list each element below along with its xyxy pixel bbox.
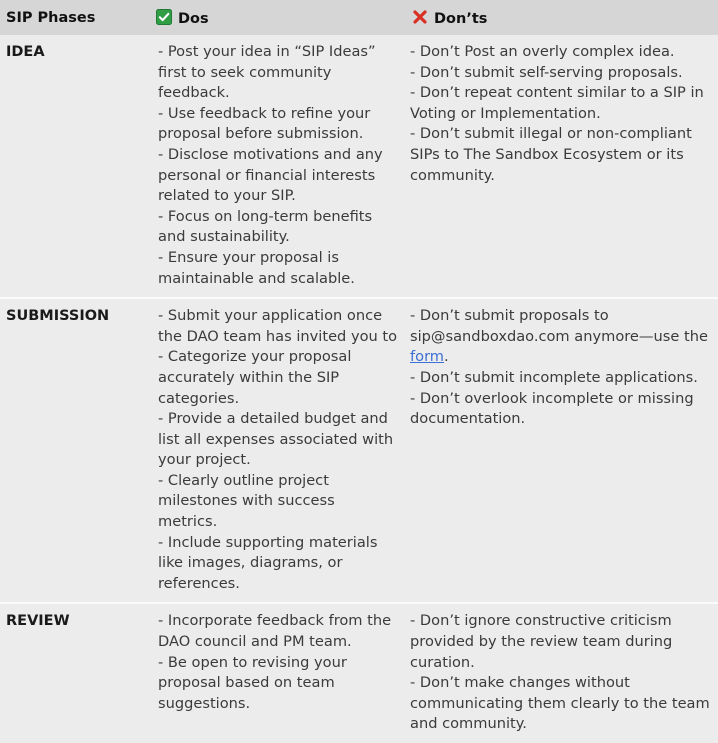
- donts-cell-submission: [406, 298, 718, 603]
- list-item: - Don’t make changes without communicating them clearly to the team and community.: [410, 674, 710, 733]
- header-donts-label: Don’ts: [434, 10, 488, 27]
- table-row-review: [0, 603, 718, 743]
- header-dos-label: Dos: [178, 10, 209, 27]
- header-dos: [150, 0, 406, 35]
- header-donts: [406, 0, 718, 35]
- check-mark-icon: [156, 9, 172, 25]
- list-item: - Provide a detailed budget and list all expenses associated with your project.: [158, 410, 394, 469]
- list-item: - Don’t submit illegal or non-compliant SIPs to The Sandbox Ecosystem or its community.: [410, 125, 692, 184]
- list-item: - Don’t ignore constructive criticism provided by the review team during curation.: [410, 612, 673, 671]
- list-item: - Include supporting materials like images, diagrams, or references.: [158, 533, 378, 592]
- list-item: - Focus on long-term benefits and sustainability.: [158, 207, 373, 246]
- phase-label-review: REVIEW: [6, 613, 70, 630]
- table-header-row: [0, 0, 718, 35]
- table-row-submission: [0, 298, 718, 603]
- list-item: - Ensure your proposal is maintainable and scalable.: [158, 248, 355, 287]
- list-item: - Categorize your proposal accurately within the SIP categories.: [158, 348, 352, 407]
- list-item: - Incorporate feedback from the DAO council and PM team.: [158, 612, 392, 651]
- list-item: - Be open to revising your proposal based on team suggestions.: [158, 653, 347, 712]
- list-item: - Don’t Post an overly complex idea.: [410, 43, 675, 60]
- list-item: - Submit your application once the DAO team has invited you to: [158, 307, 398, 345]
- phase-cell-idea: [0, 35, 150, 298]
- cross-mark-icon: [412, 9, 428, 25]
- donts-email-text: - Don’t submit proposals to sip@sandboxdao.com anymore—use the: [410, 307, 708, 345]
- phase-cell-submission: [0, 298, 150, 603]
- list-item: - Use feedback to refine your proposal before submission.: [158, 104, 371, 143]
- list-item: - Don’t overlook incomplete or missing documentation.: [410, 389, 694, 428]
- list-item: - Don’t submit self-serving proposals.: [410, 63, 683, 81]
- list-item: - Post your idea in “SIP Ideas” first to seek community feedback.: [158, 43, 376, 102]
- dos-cell-idea: [150, 35, 406, 298]
- form-link[interactable]: form: [410, 348, 445, 366]
- list-item: - Clearly outline project milestones with success metrics.: [158, 471, 335, 531]
- list-item: - Don’t repeat content similar to a SIP in Voting or Implementation.: [410, 84, 704, 122]
- list-item: - Disclose motivations and any personal or financial interests related to your SIP.: [158, 145, 383, 205]
- donts-email-suffix: .: [444, 348, 449, 366]
- list-item: [410, 306, 714, 368]
- donts-cell-review: [406, 603, 718, 743]
- donts-cell-idea: [406, 35, 718, 298]
- dos-cell-review: [150, 603, 406, 743]
- dos-cell-submission: [150, 298, 406, 603]
- list-item: - Don’t submit incomplete applications.: [410, 368, 698, 386]
- phase-label-idea: IDEA: [6, 44, 45, 60]
- phase-label-submission: SUBMISSION: [6, 308, 110, 325]
- phase-cell-review: [0, 603, 150, 743]
- header-phases: [0, 0, 150, 35]
- header-phases-label: SIP Phases: [6, 9, 96, 26]
- table-row-idea: [0, 35, 718, 298]
